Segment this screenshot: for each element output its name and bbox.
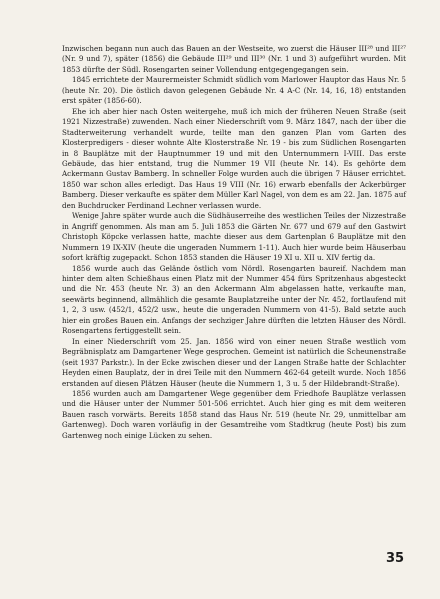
paragraph-suedhaeuserreihe: Wenige Jahre später wurde auch die Südhäuserreihe des westlichen Teiles der Nizzestraße in Angriff genommen. Als man am 5. Juli 1853 die Gärten Nr. 677 und 679 auf den Gastwirt Christoph Köpcke verlassen hatte, machte dieser aus dem Gartenplan 6 Bauplätze mit den Nummern 19 IX-XIV (heute die ungeraden Nummern 1-11). Auch hier wurde beim Häuserbau sofort kräftig zugepackt. Schon 1853 standen die Häuser 19 XI u. XII u. XIV fertig da. [62,211,406,263]
paragraph-nizzestrasse: Ehe ich aber hier nach Osten weitergehe, muß ich mich der früheren Neuen Straße (seit 1921 Nizzestraße) zuwenden. Nach einer Niederschrift vom 9. März 1847, nach der über die Stadterweiterung verhandelt wurde, teilte man den ganzen Plan vom Garten des Klosterpredigers - dieser wohnte Alte Klosterstraße Nr. 19 - bis zum Südlichen Rosengarten in 8 Bauplätze mit der Hauptnummer 19 und mit den Unternummern I-VIII. Das erste Gebäude, das hier entstand, trug die Nummer 19 VII (heute Nr. 14). Es gehörte dem Ackermann Gustav Bamberg. In schneller Folge wurden auch die übrigen 7 Häuser errichtet. 1850 war schon alles erledigt. Das Haus 19 VIII (Nr. 16) erwarb ebenfalls der Ackerbürger Bamberg. Dieser verkaufte es später dem Müller Karl Nagel, von dem es am 22. Jan. 1875 auf den Buchdrucker Ferdinand Lechner verlassen wurde. [62,106,406,210]
paragraph-noerdl-rosengarten: 1856 wurde auch das Gelände östlich vom Nördl. Rosengarten baureif. Nachdem man hinter dem alten Schießhaus einen Platz mit der Nummer 454 fürs Spritzenhaus abgesteckt und die Nr. 453 (heute Nr. 3) an den Ackermann Alm abgelassen hatte, verkaufte man, seewärts beginnend, allmählich die gesamte Bauplatzreihe unter der Nr. 452, fortlaufend mit 1, 2, 3 usw. (452/1, 452/2 usw., heute die ungeraden Nummern von 41-5). Bald setzte auch hier ein großes Bauen ein. Anfangs der sechziger Jahre dürften die letzten Häuser des Nördl. Rosengartens fertiggestellt sein. [62,263,406,336]
paragraph-maurermeister: 1845 errichtete der Maurermeister Schmidt südlich vom Marlower Hauptor das Haus Nr. 5 (heute Nr. 20). Die östlich davon gelegenen Gebäude Nr. 4 A-C (Nr. 14, 16, 18) entstanden erst später (1856-60). [62,75,406,106]
paragraph-damgartener-weg: 1856 wurden auch am Damgartener Wege gegenüber dem Friedhofe Bauplätze verlassen und die Häuser unter der Nummer 501-506 errichtet. Auch hier ging es mit dem weiteren Bauen rasch vorwärts. Bereits 1858 stand das Haus Nr. 519 (heute Nr. 29, unmittelbar am Gartenweg). Doch waren vorläufig in der Gesamtreihe vom Stadtkrug (heute Post) bis zum Gartenweg noch einige Lücken zu sehen. [62,388,406,440]
paragraph-westseite: Inzwischen begann nun auch das Bauen an der Westseite, wo zuerst die Häuser III²⁸ und III²⁷ (Nr. 9 und 7), später (1856) die Gebäude III²⁹ und III³⁰ (Nr. 1 und 3) aufgeführt wurden. Mit 1853 dürfte der Südl. Rosengarten seiner Vollendung entgegengegangen sein. [62,44,406,74]
body-text [62,44,406,441]
page-number: 35 [386,551,405,566]
paragraph-scheunenstrasse: In einer Niederschrift vom 25. Jan. 1856 wird von einer neuen Straße westlich vom Begräbnisplatz am Damgartener Wege gesprochen. Gemeint ist natürlich die Scheunenstraße (seit 1937 Parkstr.). In der Ecke zwischen dieser und der Langen Straße hatte der Schlachter Heyden einen Bauplatz, der in drei Teile mit den Nummern 462-64 geteilt wurde. Noch 1856 erstanden auf diesen Plätzen Häuser (heute die Nummern 1, 3 u. 5 der Hildebrandt-Straße). [62,336,406,388]
